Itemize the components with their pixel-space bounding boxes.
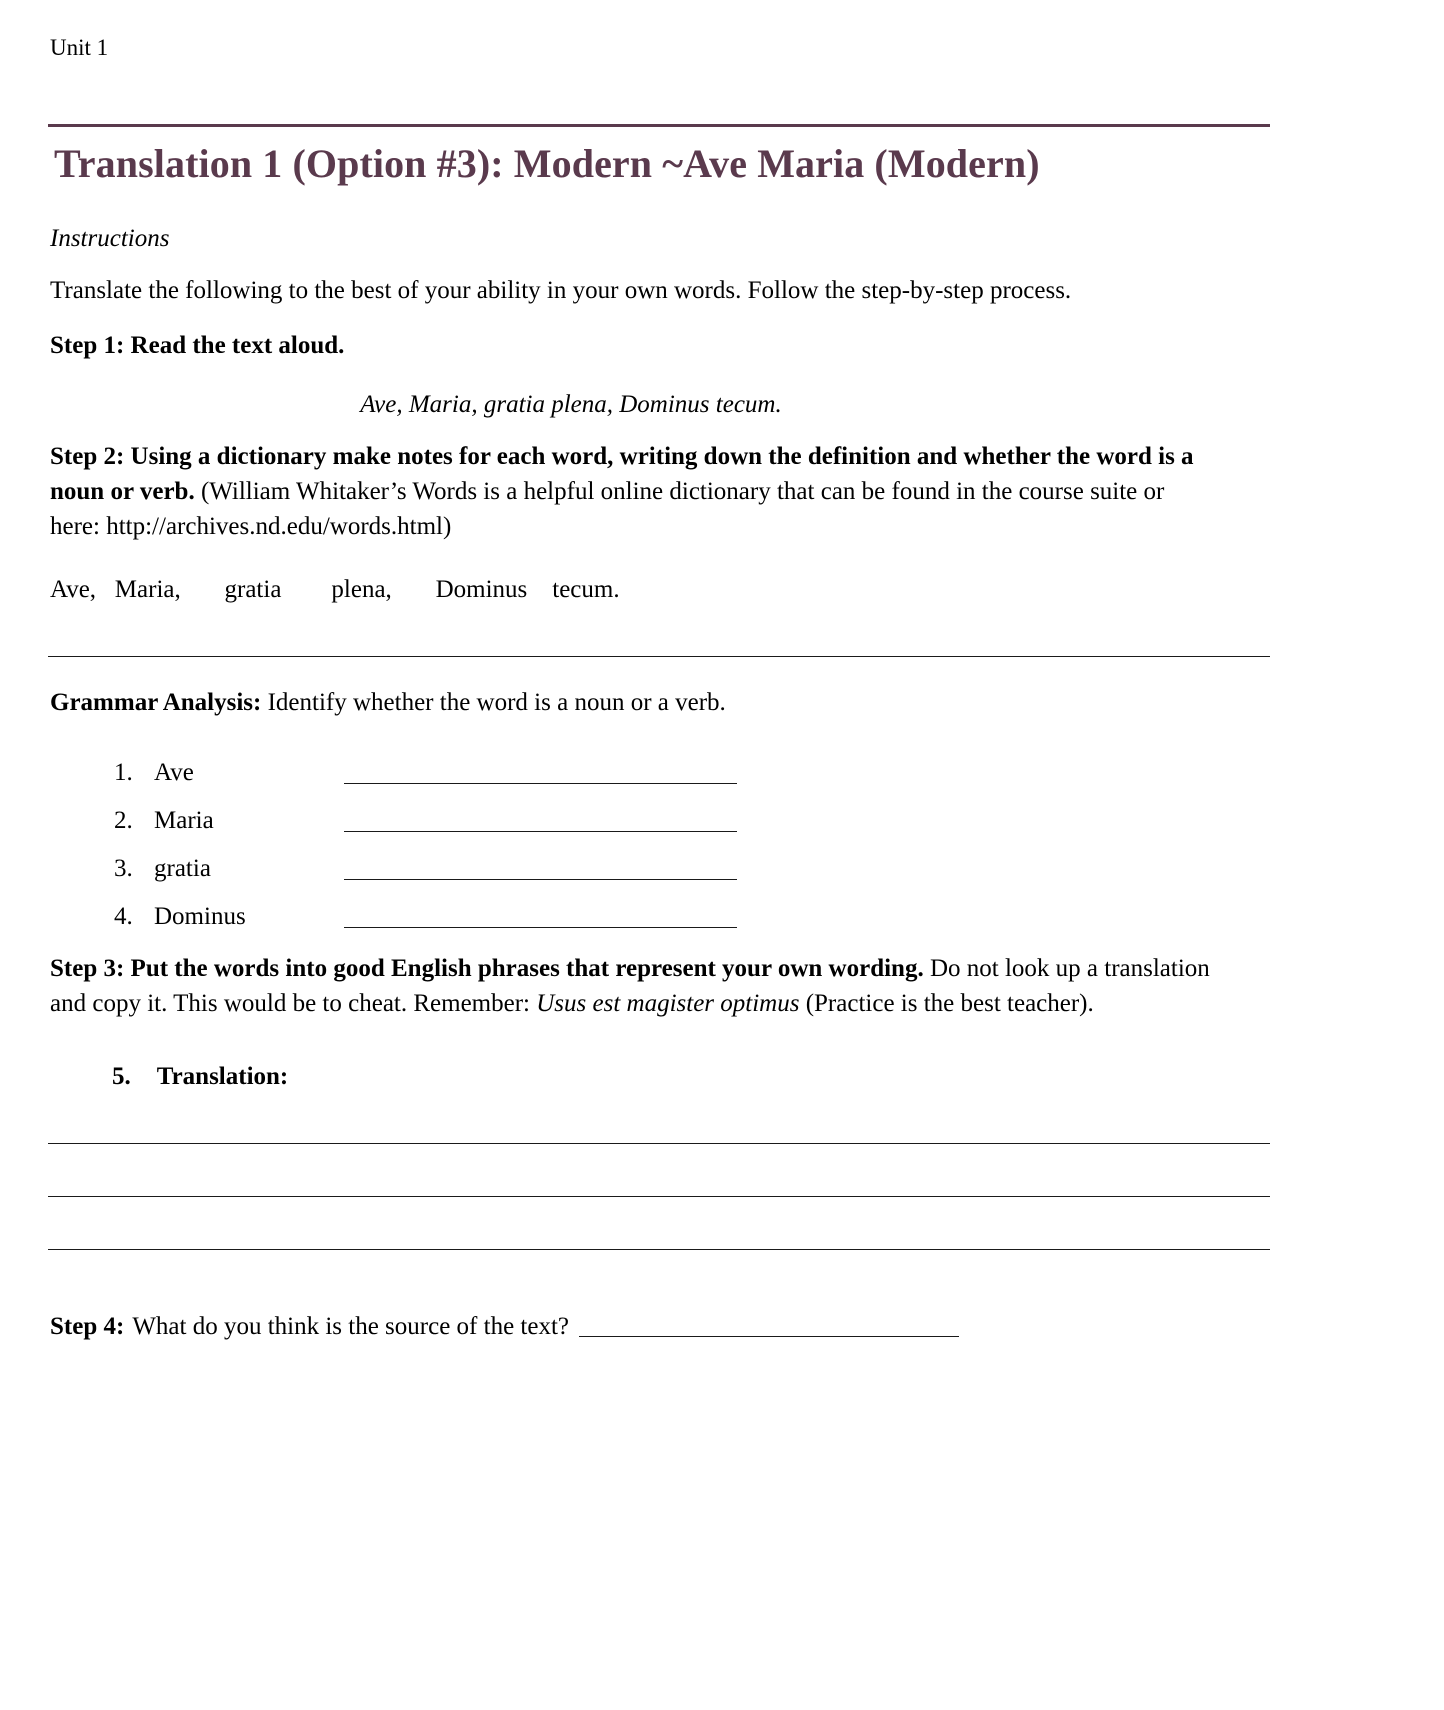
step4-label: Step 4: (50, 1312, 125, 1340)
section-divider (48, 656, 1270, 657)
list-item-number: 1. (114, 758, 133, 786)
step4-line (50, 1312, 1274, 1341)
list-item-word: gratia (154, 854, 211, 882)
translation-line-3[interactable] (48, 1249, 1270, 1250)
page-title: Translation 1 (Option #3): Modern ~Ave Maria (Modern) (54, 140, 1040, 186)
step2-heading: Step 2: Using a dictionary make notes for each word, writing down the definition and whether the word is a noun or verb. (50, 442, 1194, 505)
step4-answer-blank[interactable] (579, 1312, 959, 1337)
step3-paragraph (50, 951, 1210, 1021)
instructions-text: Translate the following to the best of your ability in your own words. Follow the step-by-step process. (50, 276, 1072, 304)
word-plena: plena, (331, 575, 392, 603)
translation-label: Translation: (156, 1062, 289, 1090)
running-head: Unit 1 (50, 35, 109, 60)
grammar-analysis-prompt: Identify whether the word is a noun or a verb. (267, 688, 726, 716)
title-divider (48, 124, 1270, 127)
word-dominus: Dominus (435, 575, 528, 603)
list-item (114, 739, 1274, 787)
grammar-analysis-heading: Grammar Analysis: (50, 688, 262, 716)
step2-note: (William Whitaker’s Words is a helpful online dictionary that can be found in the course suite or here: http://archives.nd.edu/words.html) (50, 477, 1165, 540)
step2-word-row (50, 576, 1274, 604)
word-ave: Ave, (50, 575, 97, 603)
answer-blank-1[interactable] (344, 757, 737, 784)
translation-line-1[interactable] (48, 1143, 1270, 1144)
step3-heading: Step 3: Put the words into good English phrases that represent your own wording. (50, 954, 924, 982)
answer-blank-2[interactable] (344, 805, 737, 832)
list-item (114, 883, 1274, 931)
grammar-analysis-list (48, 739, 1274, 931)
step4-question: What do you think is the source of the text? (132, 1312, 570, 1340)
word-gratia: gratia (224, 575, 282, 603)
list-item-word: Dominus (154, 902, 246, 930)
step3-body-before: Do not look up a translation and copy it. This would be to cheat. Remember: (50, 954, 1210, 1017)
step3-latin-phrase: Usus est magister optimus (536, 989, 800, 1017)
answer-blank-4[interactable] (344, 901, 737, 928)
word-tecum: tecum. (552, 575, 620, 603)
translation-answer-lines (48, 1143, 1274, 1250)
translation-number: 5. (112, 1062, 131, 1090)
step1-heading: Step 1: Read the text aloud. (50, 331, 345, 359)
translation-line-2[interactable] (48, 1196, 1270, 1197)
grammar-analysis-line (50, 689, 1274, 717)
list-item-word: Maria (154, 806, 214, 834)
instructions-label: Instructions (50, 224, 170, 252)
list-item-number: 3. (114, 854, 133, 882)
list-item (114, 835, 1274, 883)
list-item-word: Ave (154, 758, 194, 786)
translation-item (112, 1063, 1274, 1091)
step1-latin-text: Ave, Maria, gratia plena, Dominus tecum. (360, 390, 782, 418)
step2-paragraph (50, 439, 1210, 544)
answer-blank-3[interactable] (344, 853, 737, 880)
step3-body-after: (Practice is the best teacher). (799, 989, 1094, 1017)
list-item-number: 2. (114, 806, 133, 834)
list-item-number: 4. (114, 902, 133, 930)
list-item (114, 787, 1274, 835)
word-maria: Maria, (114, 575, 181, 603)
